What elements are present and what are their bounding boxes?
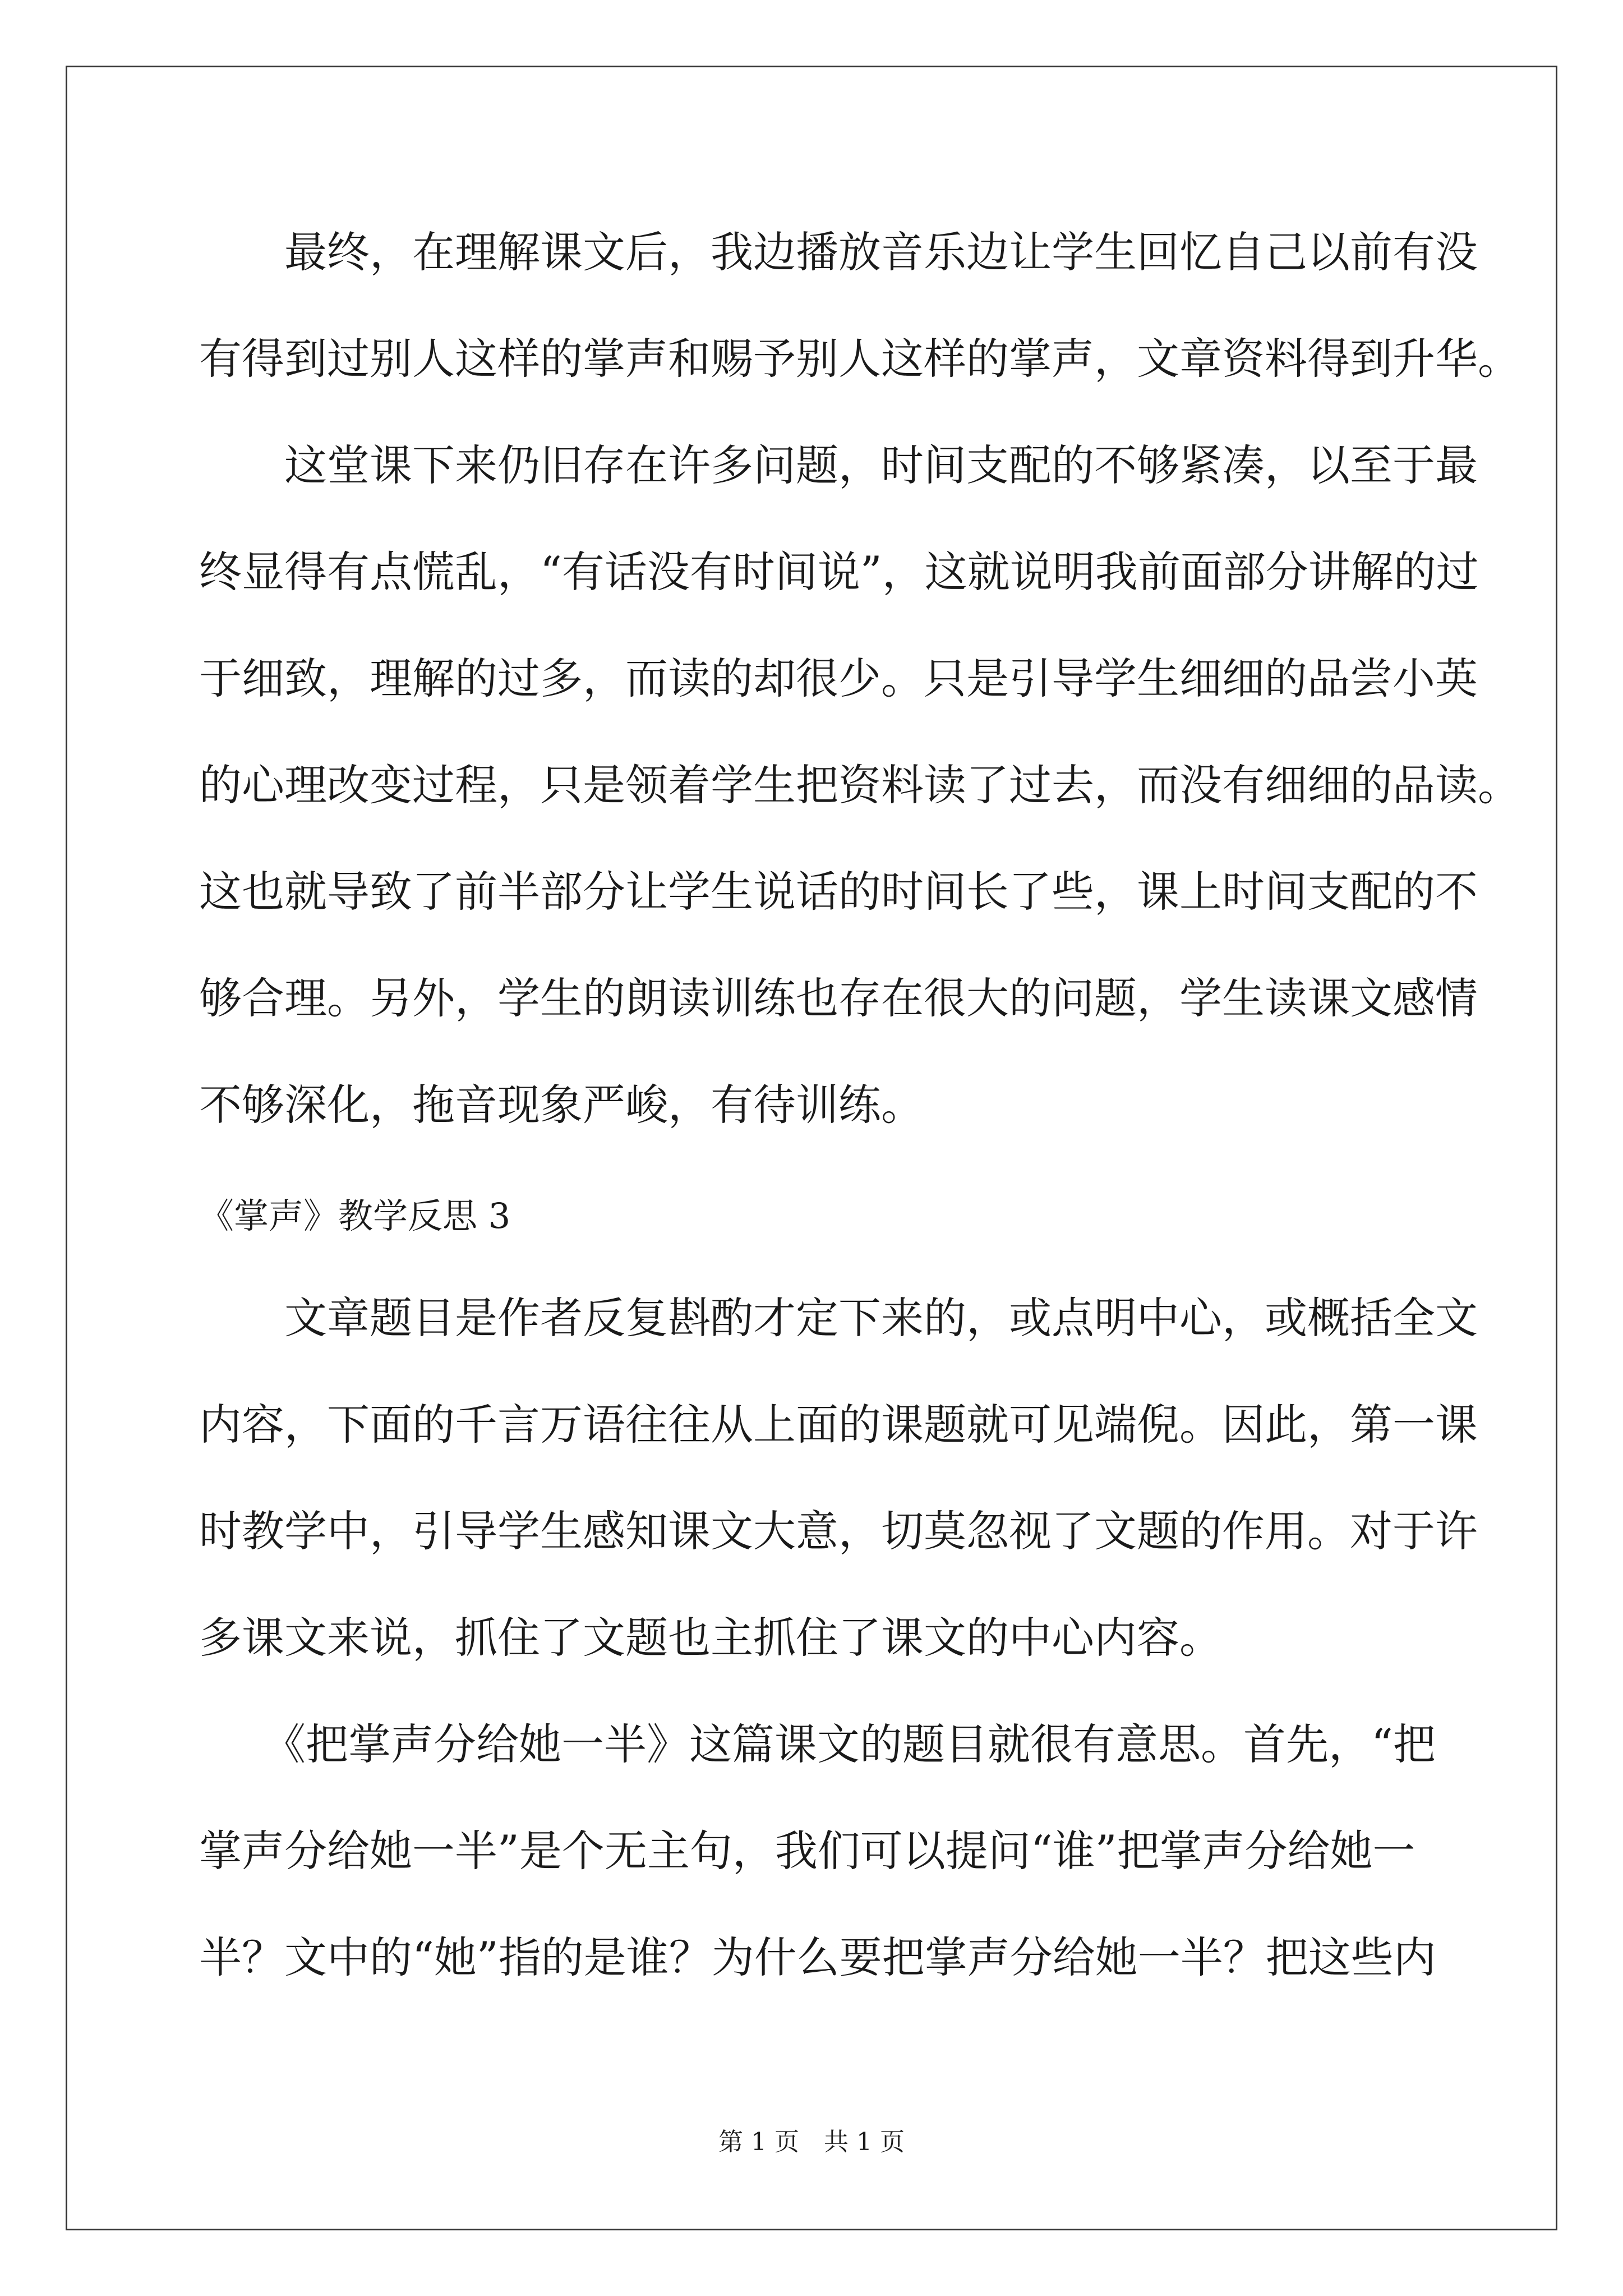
paragraph-line: 多课文来说，抓住了文题也主抓住了课文的中心内容。 (199, 1613, 1222, 1663)
paragraph-line: 《把掌声分给她一半》这篇课文的题目就很有意思。首先，“把 (199, 1719, 1436, 1769)
paragraph-line: 的心理改变过程，只是领着学生把资料读了过去，而没有细细的品读。 (199, 760, 1520, 810)
paragraph-line: 最终，在理解课文后，我边播放音乐边让学生回忆自己以前有没 (199, 227, 1478, 277)
page-border (66, 66, 1557, 2230)
paragraph-line: 内容，下面的千言万语往往从上面的课题就可见端倪。因此，第一课 (199, 1400, 1478, 1450)
paragraph-line: 终显得有点慌乱，“有话没有时间说”，这就说明我前面部分讲解的过 (199, 547, 1479, 597)
paragraph-line: 这也就导致了前半部分让学生说话的时间长了些，课上时间支配的不 (199, 867, 1478, 917)
section-heading: 《掌声》教学反思 3 (199, 1195, 511, 1236)
paragraph-line: 不够深化，拖音现象严峻，有待训练。 (199, 1080, 924, 1130)
paragraph-line: 掌声分给她一半”是个无主句，我们可以提问“谁”把掌声分给她一 (199, 1826, 1415, 1876)
paragraph-line: 文章题目是作者反复斟酌才定下来的，或点明中心，或概括全文 (199, 1293, 1478, 1343)
paragraph-line: 这堂课下来仍旧存在许多问题，时间支配的不够紧凑，以至于最 (199, 440, 1478, 490)
paragraph-line: 半？文中的“她”指的是谁？为什么要把掌声分给她一半？把这些内 (199, 1932, 1436, 1982)
paragraph-line: 够合理。另外，学生的朗读训练也存在很大的问题，学生读课文感情 (199, 973, 1478, 1023)
paragraph-line: 有得到过别人这样的掌声和赐予别人这样的掌声，文章资料得到升华。 (199, 334, 1520, 384)
paragraph-line: 于细致，理解的过多，而读的却很少。只是引导学生细细的品尝小英 (199, 654, 1478, 703)
paragraph-line: 时教学中，引导学生感知课文大意，切莫忽视了文题的作用。对于许 (199, 1506, 1478, 1556)
page-footer: 第 1 页 共 1 页 (718, 2128, 905, 2156)
